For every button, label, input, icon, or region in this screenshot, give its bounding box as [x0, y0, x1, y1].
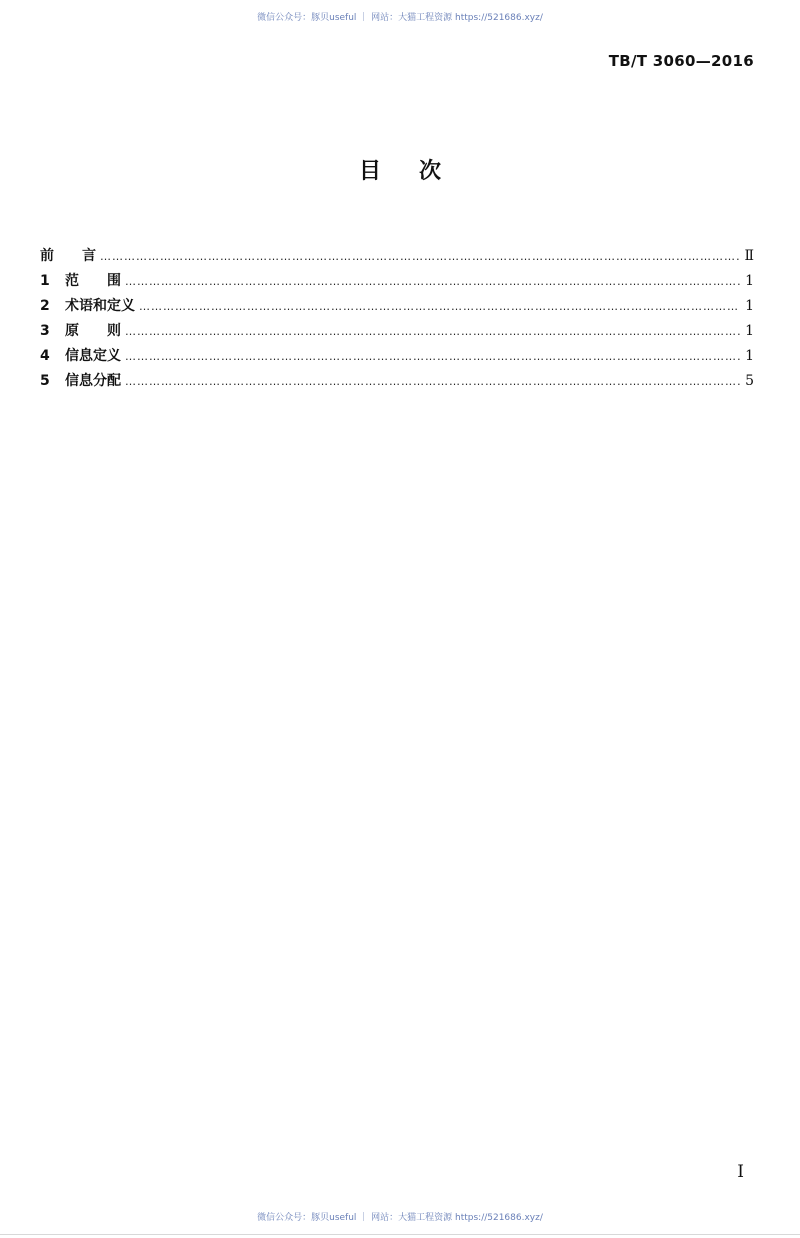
toc-leader-dots	[125, 344, 740, 369]
toc-entry-foreword[interactable]	[40, 244, 754, 269]
toc-leader-dots	[125, 319, 740, 344]
toc-entry-number: 4	[40, 348, 50, 364]
page-title: 目次	[358, 159, 479, 184]
toc-leader-dots	[139, 294, 740, 319]
toc-entry-title: 信息定义	[65, 348, 121, 364]
toc-leader-dots	[125, 269, 740, 294]
toc-entry-page: Ⅱ	[744, 248, 754, 264]
table-of-contents	[40, 244, 754, 394]
toc-entry-page: 1	[745, 323, 754, 339]
standard-code: TB/T 3060—2016	[608, 52, 754, 70]
toc-entry-page: 5	[745, 373, 754, 389]
toc-leader-dots	[100, 244, 740, 269]
toc-entry-number: 2	[40, 298, 50, 314]
toc-entry-number: 3	[40, 323, 50, 339]
watermark-top: 微信公众号：豚贝useful ｜ 网站：大猫工程资源 https://521686.xyz/	[257, 13, 543, 23]
toc-entry-number: 1	[40, 273, 50, 289]
page-number: I	[737, 1162, 744, 1182]
toc-entry-title: 原 则	[65, 323, 121, 339]
toc-entry-terms[interactable]	[40, 294, 754, 319]
toc-entry-page: 1	[745, 348, 754, 364]
watermark-bottom: 微信公众号：豚贝useful ｜ 网站：大猫工程资源 https://521686.xyz/	[257, 1213, 543, 1223]
toc-entry-title: 术语和定义	[65, 298, 135, 314]
toc-entry-scope[interactable]	[40, 269, 754, 294]
toc-entry-number: 5	[40, 373, 50, 389]
toc-entry-info-definition[interactable]	[40, 344, 754, 369]
toc-entry-title: 信息分配	[65, 373, 121, 389]
toc-entry-title: 前 言	[40, 248, 96, 264]
page-bottom-divider	[0, 1234, 800, 1235]
toc-entry-principles[interactable]	[40, 319, 754, 344]
toc-entry-title: 范 围	[65, 273, 121, 289]
toc-entry-info-allocation[interactable]	[40, 369, 754, 394]
toc-leader-dots	[125, 369, 740, 394]
toc-entry-page: 1	[745, 273, 754, 289]
toc-entry-page: 1	[745, 298, 754, 314]
